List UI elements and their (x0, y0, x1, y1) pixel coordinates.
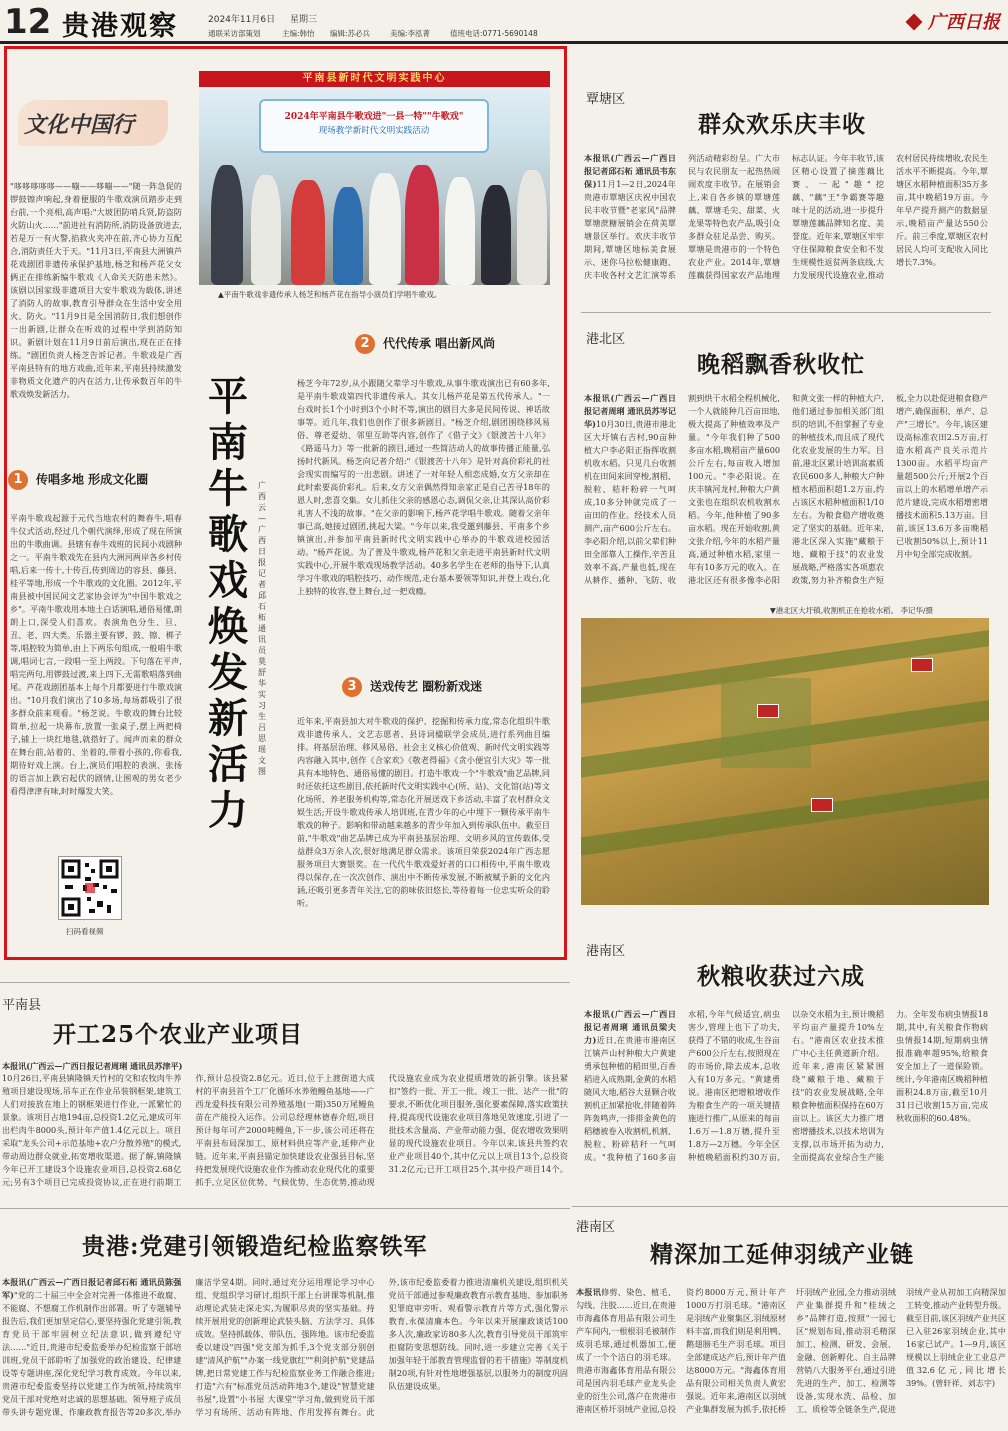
photo-person (211, 165, 243, 285)
divider (572, 1206, 1008, 1207)
qr-caption: 扫码看视频 (66, 927, 104, 936)
region-tantang: 覃塘区 (586, 92, 626, 107)
yurong-body: 修剪、染色、植毛、勾线、注胶……近日,在贵港市海鑫体育用品有限公司生产车间内,一根根羽毛被制作成羽毛球,通过机器加工,便成了一个个洁白的羽毛球。贵港市海鑫体育用品有限公司是国内羽毛球产业龙头企业的衍生公司,落户在贵港市港南区桥圩羽绒产业园,总投资约8000万元,预计年产1000万打羽毛球。"港南区是羽绒产业聚集区,羽绒原材料丰富,而我们则是利用鸭、鹅翅膀毛生产羽毛球。项目全部建成达产后,预计年产值达8000万元。"海鑫体育用品有限公司相关负责人黄宏强说。近年来,港南区以羽绒产业集群发展为抓手,依托桥圩羽绒产业园,全力推动羽绒产业集群提升和"桂绒之乡"品牌打造,按照"一园七区"规划布局,推动羽毛精深加工、检测、研发、会展、金融、创新孵化、自主品牌营销八大服务平台,通过引进先进的生产、加工、检测等设备,实现水洗、品检、加工、质检等全链条生产,促进羽绒产业从初加工向精深加工转变,推动产业转型升级。截至目前,该区羽绒产业共区已入驻26家羽绒企业,其中16家已试产。1—9月,该区规模以上羽绒企业工业总产值32.6亿元,同比增长39%。 (576, 1287, 1006, 1414)
feature-intro: "哆哆哆哆哆——嘣——哆嘣——"随一阵急促的锣鼓镲声响起,身着便服的牛歌戏演员踏步走到台前,一个亮相,高声唱:"大坡团防哨兵贤,防盗防火防山火……"前进社有消防所,消防设备放进去,若是万一有火警,掐救火夹冲在前,齐心协力互配合,消防责任大于天。"11月3日,平南县大洲镇芦花戏剧团非遗传承保护基地,杨芝和杨芦花父女俩正在排练新编牛歌戏《人命关天防患未然》。该剧以国家级非遗项目大安牛歌戏为载体,讲述了消防人的故事,教育引导群众在生活中安全用火、防火。"11月9日是全国消防日,我们想创作一出新剧,让群众在听戏的过程中学到消防知识。新剧计划在11月9日前后演出,现在正在排练。"剧团负责人杨芝告诉记者。牛歌戏是广西平南县特有的地方戏曲,近年来,平南县持续激发非物质文化遗产的内在活力,让传承数百年的牛歌戏焕发新活力。 (10, 181, 182, 399)
number-2-icon: 2 (355, 334, 375, 354)
section-title: 贵港观察 (62, 11, 178, 42)
gangbei-body: 10月30日,贵港市港北区大圩镇右吉村,90亩种植大户李必阳正指挥收割机收水稻。只见几台收割机在田间来回穿梭,割稻、脱粒、秸秆粉碎一气呵成,10多分钟就完成了一亩田的作业。经技术人员测产,亩产600公斤左右。李必阳介绍,以前父辈们种田全部靠人工操作,辛苦且效率不高,产量也低,现在从耕作、播种、飞防、收割到烘干水稻全程机械化,一个人就能种几百亩田地,极大提高了种植效率及产量。"今年我们种了500多亩水稻,晚稻亩产量600公斤左右,每亩收入增加100元。"李必阳说。在庆丰镇河龙村,种粮大户黄文张也在组织农机收割水稻。今年,他种植了90多亩水稻。现在开始收割,黄文张介绍,今年的水稻产量高,通过种植水稻,家里一年有10多万元的收入。在港北区还有很多像李必阳和黄文张一样的种植大户,他们通过参加相关部门组织的培训,不但掌握了专业的种植技术,而且成了现代化农业发展的生力军。目前,港北区累计培训高素质农民600多人,种粮大户种植水稻面积超1.2万亩,约占该区水稻种植面积1/10左右。为粮食稳产增收奠定了坚实的基础。近年来,港北区深入实施"藏粮于地、藏粮于技"的农业发展战略,严格落实各项惠农政策,努力补齐粮食生产短板,全力以赴促进粮食稳产增产,确保面积、单产、总产"三增长"。今年,该区建设高标准农田2.5万亩,打造水稻高产良关示范片1300亩。水稻平均亩产量超500公斤;开展2个百亩以上的水稻增单增产示范片建设,完成水稻增密增播技术面积5.13万亩。目前,该区13.6万多亩晚稻已收割50%以上,预计11月中旬全部完成收割。 (584, 393, 988, 585)
gangbei-byline: 本报讯(广西云—广西日报记者周琍 通讯员苏岑记华) (584, 393, 676, 429)
photo-banner: 平南县新时代文明实践中心 (199, 71, 550, 87)
pingnan-byline: 本报讯(广西云—广西日报记者周琍 通讯员苏津平) (2, 1061, 183, 1071)
photo-person (251, 175, 281, 285)
dangjian-byline: 本报讯(广西云—广西日报记者邱石柘 通讯员陈强军) (2, 1277, 182, 1300)
region-gangbei: 港北区 (586, 332, 626, 347)
logo-icon (906, 14, 923, 31)
subhead-3: 3 送戏传艺 圈粉新戏迷 (342, 677, 482, 697)
photo-person (517, 170, 547, 285)
subhead-1: 1 传唱多地 形成文化圈 (8, 470, 148, 490)
divider (0, 982, 570, 983)
gangbei-article (584, 392, 988, 596)
number-1-icon: 1 (8, 470, 28, 490)
feature-title: 平南牛歌戏焕发新活力 (208, 373, 248, 834)
harvester (911, 658, 933, 672)
region-gangnan-2: 港南区 (576, 1220, 616, 1235)
pingnan-title: 开工25个农业产业项目 (53, 1021, 304, 1048)
photo-person (481, 185, 511, 285)
feature-photo-caption: ▲平南牛歌戏非遗传承人杨芝和杨芦花在指导小演员们学唱牛歌戏。 (218, 290, 442, 299)
yurong-signoff: (曾轩祥、刘志宇) (932, 1378, 996, 1388)
editor: 编辑:苏必兵 (330, 29, 371, 38)
date: 2024年11月6日 (208, 15, 276, 25)
region-pingnan: 平南县 (2, 998, 42, 1013)
divider (581, 312, 991, 313)
feature-section-1: 平南牛歌戏起源于元代当地农村的舞春牛,唱春牛仪式活动,经过几个朝代演绎,形成了现在所演出的牛歌曲调。县辖有春牛戏班的民间小戏剧种之一。平南牛歌戏先在县内大洲河两岸各乡村传唱,后来一传十,十传百,传到周边的容县、藤县、桂平等地,形成一个牛歌戏的文化圈。2012年,平南县被中国民间文艺家协会评为"中国牛歌戏之乡"。平南牛歌戏用本地土白话演唱,通俗易懂,朗朗上口,深受人们喜欢。表演角色分生、旦、丑、老、四大类。乐器主要有锣、鼓、镲、梆子等,唱腔较为简单,由上下两乐句组成,一般唱牛歌调,唱词七言,一段唱一至上两段。下句落在平声,唱完两句,用锣鼓过渡,来上四下,无需歌唱落到曲尾。芦花戏剧团基本上每个月都要进行牛歌戏演出。"10月我们演出了10多场,每场都吸引了很多群众前来观看。"杨芝说。牛歌戏的舞台比较简单,拉起一块幕布,放置一张桌子,摆上两把椅子,铺上一块红地毯,就搭好了。闻声而来的群众在舞台前,站着的、坐着的,带着小孩的,你看我,期待好戏上演。台上,演员们唱腔的表演、张扬的语言加上跌宕起伏的剧情,让围观的男女老少看得津津有味,时时爆发大笑。 (10, 513, 182, 796)
region-gangnan: 港南区 (586, 944, 626, 959)
pingnan-article: 10月26日,平南县镇隆镇天竹村的交和农牧肉牛养殖项目建设现场,吊车正在作业吊装钢框架,建筑工人们对接放在地上的钢框架进行作业,一派繁忙的景象。该项目占地194亩,总投资1.2亿元,建成可年出栏肉牛8000头,预计年产值1.4亿元以上。项目采取"龙头公司+示范基地+农户分散养殖"的模式,带动周边群众就业,拓宽增收渠道。据了解,镇隆镇今年已开工建设3个设施农业项目,总投资2.68亿元;另有3个项目已完成投资协议,正在进行前期工作,预计总投资2.8亿元。近日,位于上渡街道大成村的平南县首个工厂化循环水养殖鳗鱼基地——广西龙爱科技有限公司养殖基地(一期)350万尾鳗鱼苗在产能投入运作。公司总经理林德春介绍,项目预计每年可产2000吨鳗鱼,下一步,该公司还将在平南县布局深加工、原材料供应等产业,延伸产业链。近年来,平南县锚定加快建设农业强县目标,坚持把发展现代设施农业作为推动农业现代化的重要抓手,立足区位优势、气候优势、生态优势,推动现代设施农业成为农业提质增效的新引擎。该县紧扣"签约一批、开工一批、竣工一批、达产一批"的要求,不断优化项目服务,强化要素保障,落实政策扶持,提高现代设施农业项目落地见效速度,引进了一批技术含量高、产业带动能力强、促农增收效果明显的现代设施农业项目。今年以来,该县共签约农业产业项目40个,其中亿元以上项目13个,总投资31.2亿元;已开工项目25个,其中投产项目14个。 (2, 1073, 568, 1187)
page-number: 12 (4, 2, 52, 42)
paper-logo (908, 8, 1000, 34)
photo-person (333, 187, 363, 285)
weekday: 星期三 (290, 15, 318, 25)
gangbei-title: 晚稻飘香秋收忙 (697, 351, 865, 378)
dangjian-article (2, 1276, 568, 1428)
tantang-article (584, 152, 988, 298)
field-stripe (581, 773, 989, 860)
harvested-area (721, 678, 811, 768)
dangjian-body: "党的二十届三中全会对完善一体推进不敢腐、不能腐、不想腐工作机制作出部署。听了专题辅导报告后,我们更加坚定信心,要坚持强化党建引领,教育党员干部牢固树立纪法意识,做到遵纪守法……"近日,贵港市纪委监委举办纪检监察干部培训班,党员干部聆听了加强党的政治建设、纪律建设等专题讲座,深化党纪学习教育成效。今年以来,贵港市纪委监委坚持以党建工作为统领,持续筑牢党员干部对党绝对忠诚的思想基础。领导班子成员带头讲专题党课、作廉政教育报告等20多次,举办廉洁学堂4期。同时,通过充分运用理论学习中心组、党组织学习研讨,组织干部上台讲课等机制,推动理论武装走深走实,为履职尽责的坚实基础。持续开展用党的创新理论武装头脑、方法学习、具体成效。坚持抓载体、带队伍、强阵地。该市纪委监委以建设"四强"党支部为抓手,3个党支部分别创建"清风护航""办案一线党旗红""利剑护航"党建品牌,把日常党建工作与纪检监察业务工作融合推进;打造"六有"标准党员活动阵地3个,建设"智慧党建书屋",设置"小书屋 大课堂"学习角,做到党员干部学习有场所、活动有阵地、作用发挥有舞台。此外,该市纪委监委着力推进清廉机关建设,组织机关党员干部通过参观廉政教育示教育基地、参加职务犯罪庭审旁听、观看警示教育片等方式,强化警示教育,永葆清廉本色。今年以来开展廉政谈话100多人次,廉政家访80多人次,教育引导党员干部筑牢拒腐防变思想防线。同时,进一步建立完善《关于加强年轻干部教育管理监督的若干措施》等制度机制20项,有针对性地增强基层,以服务力的制度巩固队伍建设成果。 (2, 1277, 568, 1417)
stage-line-2: 现场教学新时代文明实践活动 (318, 126, 430, 136)
qr-code-icon[interactable] (58, 856, 122, 920)
feature-authors: 广西云—广西日报记者 邱石柘 通讯员 莫舒华 实习生 吕思瑶 文图 (258, 481, 266, 776)
gangnan-byline: 本报讯(广西云—广西日报记者周琍 通讯员梁夫力) (584, 1009, 676, 1045)
stage-line-1: 2024年平南县牛歌戏进"一县一特""牛歌戏" (284, 112, 464, 122)
number-3-icon: 3 (342, 677, 362, 697)
feature-section-2: 杨芝今年72岁,从小跟随父辈学习牛歌戏,从事牛歌戏演出已有60多年,是平南牛歌戏第四代非遗传承人。其女儿杨芦花是第五代传承人。"一台戏时长1个小时到3个小时不等,演出的剧目大多是民间传说、神话故事等。近几年,我们也创作了很多新剧目。"杨芝介绍,剧团围绕移风易俗、尊老爱幼、邻里互助等内容,创作了《借子文》《银渡苦十八年》《路遥马力》等一批新的剧目,通过一些简洁动人的故事传播正能量,弘扬时代新风。杨芝向记者介绍:"《银渡苦十八年》是针对高价彩礼的社会现实而编写的一出悲剧。讲述了一对年轻人相恋成婚,女方父亲却在此时索要高价彩礼。后来,女方父亲偶然得知亲家正是自己苦寻18年的恩人时,悲喜交集。女儿抓住父亲的感恩心态,调侃父亲,让其深认高价彩礼害人不浅的故事。"在父亲的影响下,杨芦花学唱牛歌戏。随着父亲年事已高,她接过剧团,挑起大梁。"今年以来,我受邀到藤县、平南多个乡镇演出,并参加平南县新时代文明实践中心举办的牛歌戏进校园活动。"杨芦花说。为了普及牛歌戏,杨芦花和父亲走进平南县新时代文明实践中心,开展牛歌戏现场教学活动。40多名学生在老师的指导下,认真学习牛歌戏的唱腔技巧、动作规范,走台基本要领等知识,并登上戏台,化上独特的妆容,登上舞台,过一把戏瘾。 (297, 378, 550, 596)
tantang-title: 群众欢乐庆丰收 (698, 111, 866, 138)
subhead-2: 2 代代传承 唱出新风尚 (355, 334, 495, 354)
gangnan-body: 近日,在贵港市港南区江镇芦山村种粮大户黄建勇承包种植的稻田里,百香稻进入成熟期,金黄的水稻随风大地,稻谷大显颗合收割机正加紧抢收,伴随着阵阵轰鸣声,一排排金黄色的稻穗被卷入收割机,机割、脱粒、粉碎秸秆一气呵成。"我种植了160多亩水稻,今年气候适宜,病虫害少,管理上也下了功夫,获得了不错的收成,生谷亩产600公斤左右,按照现在的市场价,除去成本,总收入有10万多元。"黄建勇说。港南区把增粮增收作为粮食生产的一项关键措施进行推广,从原来的每亩1.6万—1.8万穗,提升至1.8万—2万穗。今年全区种植晚稻面积约30万亩,以杂交水稻为主,预计晚稻平均亩产量提升10%左右。"港南区农业技术推广中心主任黄道新介绍。近年来,港南区紧紧围绕"藏粮于地、藏粮于技"的农业发展战略,全年粮食种植面积保持在60万亩以上。该区大力推广增密增播技术,以技术培训为支撑,以市场开拓为动力,全面提高农业综合生产能力。全年发布病虫情报18期,其中,有关粮食作物病虫情报14期,短期病虫情报准确率超95%,给粮食安全加上了一道保险锁。统计,今年港南区晚稻种植面积24.8万亩,截至10月31日已收割15万亩,完成秋收面积的60.48%。 (584, 1009, 988, 1162)
column-label: 通联采访部策划 (208, 29, 261, 38)
yurong-byline: 本报讯 (576, 1287, 602, 1297)
yurong-article (576, 1286, 1006, 1428)
tantang-byline: 本报讯(广西云—广西日报记者邱石柘 通讯员韦东保) (584, 153, 676, 189)
photo-person (405, 165, 439, 285)
photo-stage-sign (259, 99, 489, 153)
gangbei-photo-caption: ▼港北区大圩镇,收割机正在抢收水稻。 李记华/摄 (770, 606, 934, 615)
masthead (0, 0, 1008, 44)
photo-person (291, 180, 325, 285)
harvester (811, 798, 833, 812)
harvest-photo (581, 618, 989, 905)
tantang-body: 11月1—2日,2024年贵港市覃塘区庆祝中国农民丰收节暨"老家风"品牌覃塘蔗糖展销会在荷美覃塘景区举行。欢庆丰收节期间,覃塘区地标美食展示、迷你马拉松健康跑、庆丰收各村文艺汇演等系列活动精彩纷呈。广大市民与农民朋友一起热热闹闹欢度丰收节。在展销会上,来自各乡镇的覃塘莲藕、覃塘毛尖、甜菜、火龙果等特色农产品,吸引众多群众驻足品尝、购买。覃塘是贵港市的一个特色农业产业。2014年,覃塘莲藕获得国家农产品地理标志认证。今年丰收节,该区精心设置了摘莲藕比赛、一起"趣"挖藕、"藕"王"争霸赛等趣味十足的活动,进一步提升覃塘莲藕品牌知名度、美誉度。近年来,覃塘区牢牢守住保障粮食安全和不发生规模性返贫两条底线,大力发展现代设施农业,推动农村居民持续增收,农民生活水平不断提高。今年,覃塘区水稻种植面积35万多亩,其中晚稻19万亩。今年早产提升测产的数据显示,晚稻亩产量达550公斤。前三季度,覃塘区农村居民人均可支配收入同比增长7.3%。 (584, 153, 988, 280)
feature-section-3: 近年来,平南县加大对牛歌戏的保护、挖掘和传承力度,常态化组织牛歌戏非遗传承人、文艺志愿者、县诗词楹联学会成员,进行系列曲目编排。将基层治理、移风易俗、社会主义核心价值观、新时代文明实践等内容融入其中,创作《合家欢》《敬老得福》《贪小便宜引大灾》等一批具有本地特色、通俗易懂的剧目。打造牛歌戏一个"牛歌戏"曲艺品牌,同时还依托这些剧目,依托新时代文明实践中心(所、站)、文化馆(站)等文化场所、养老服务机构等,常态化开展送戏下乡活动,丰富了农村群众文娱生活;开设牛歌戏传承人培训班,在青少年的心中埋下一颗传承平南牛歌戏的种子。影响和带动越来越多的青少年加入到传承队伍中。截至目前,"牛歌戏"曲艺品牌已成为平南县基层治理、文明乡风的宣传载体,受益群众3万余人次,很好地满足群众需求。该项目荣获2024年广西志愿服务项目大赛银奖。在一代代牛歌戏爱好者的口口相传中,平南牛歌戏得以保存,在一次次创作、演出中不断传承发展,不断被赋予新的文化内涵,还吸引更多青年关注,它的韵味依旧悠长,等待着每一位忠实听众的聆听。 (297, 716, 550, 908)
gangnan-title: 秋粮收获过六成 (697, 963, 865, 990)
divider (0, 1208, 570, 1209)
dangjian-title: 贵港:党建引领锻造纪检监察铁军 (82, 1233, 428, 1260)
photo-person (445, 177, 475, 285)
gangnan-article (584, 1008, 988, 1180)
photo-person (369, 173, 401, 285)
paper-name: 广西日报 (928, 12, 1000, 33)
culture-logo: 文化中国行 (24, 112, 135, 138)
harvester (757, 704, 779, 718)
feature-photo (199, 71, 550, 285)
editor-main: 主编:韩怡 (282, 29, 315, 38)
designer: 美编:李泓菁 (390, 29, 431, 38)
phone: 值班电话:0771-5690148 (450, 29, 538, 38)
yurong-title: 精深加工延伸羽绒产业链 (650, 1241, 914, 1268)
